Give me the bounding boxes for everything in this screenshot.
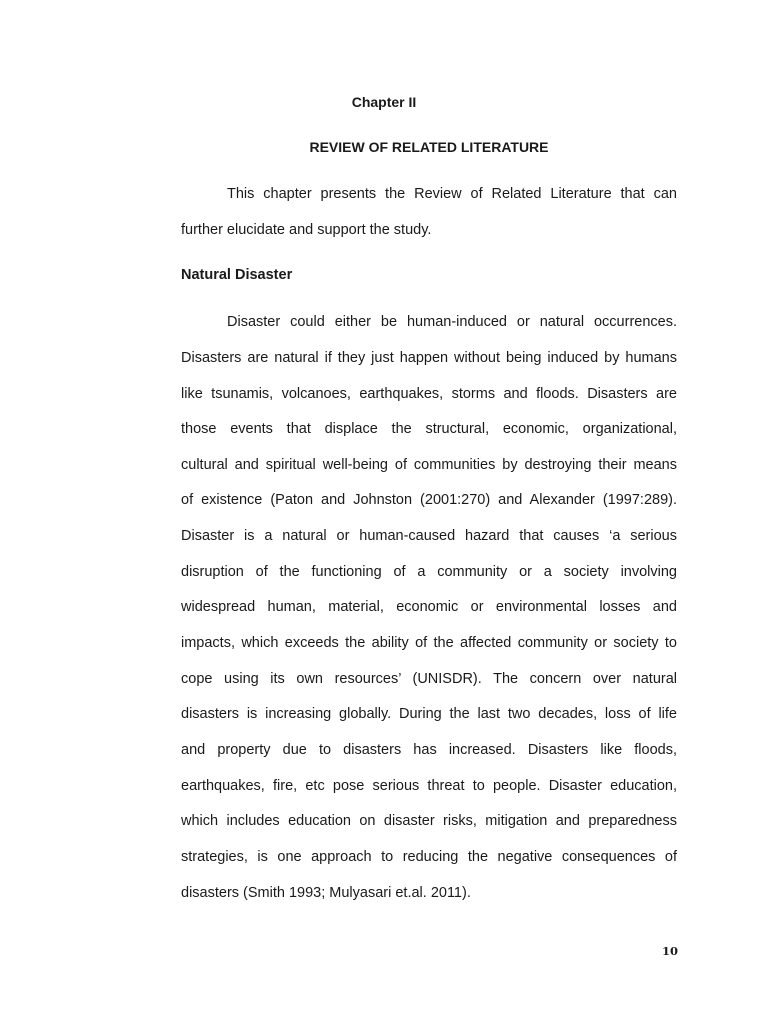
paragraph-line: widespread human, material, economic or environmental losses and bbox=[181, 599, 677, 615]
paragraph-line: cultural and spiritual well-being of communities by destroying their means bbox=[181, 457, 677, 473]
paragraph-line: cope using its own resources’ (UNISDR). The concern over natural bbox=[181, 671, 677, 687]
chapter-label: Chapter II bbox=[351, 94, 417, 110]
paragraph-line: This chapter presents the Review of Related Literature that can bbox=[227, 186, 677, 202]
paragraph-line: impacts, which exceeds the ability of the affected community or society to bbox=[181, 635, 677, 651]
paragraph-line: Disaster is a natural or human-caused hazard that causes ‘a serious bbox=[181, 528, 677, 544]
page-title: REVIEW OF RELATED LITERATURE bbox=[309, 139, 549, 155]
paragraph-line: disasters is increasing globally. During the last two decades, loss of life bbox=[181, 706, 677, 722]
paragraph-line: Disasters are natural if they just happen without being induced by humans bbox=[181, 350, 677, 366]
paragraph-line: earthquakes, fire, etc pose serious threat to people. Disaster education, bbox=[181, 778, 677, 794]
paragraph-line: which includes education on disaster risks, mitigation and preparedness bbox=[181, 813, 677, 829]
paragraph-line: disruption of the functioning of a community or a society involving bbox=[181, 564, 677, 580]
paragraph-line: of existence (Paton and Johnston (2001:270) and Alexander (1997:289). bbox=[181, 492, 677, 508]
paragraph-line: further elucidate and support the study. bbox=[181, 222, 432, 238]
paragraph-line: like tsunamis, volcanoes, earthquakes, storms and floods. Disasters are bbox=[181, 386, 677, 402]
section-heading: Natural Disaster bbox=[181, 267, 293, 283]
paragraph-line: those events that displace the structural, economic, organizational, bbox=[181, 421, 677, 437]
paragraph-line: disasters (Smith 1993; Mulyasari et.al. 2011). bbox=[181, 885, 471, 901]
page-number: 10 bbox=[661, 944, 678, 958]
paragraph-line: Disaster could either be human-induced or natural occurrences. bbox=[227, 314, 677, 330]
paragraph-line: and property due to disasters has increased. Disasters like floods, bbox=[181, 742, 677, 758]
paragraph-line: strategies, is one approach to reducing the negative consequences of bbox=[181, 849, 677, 865]
